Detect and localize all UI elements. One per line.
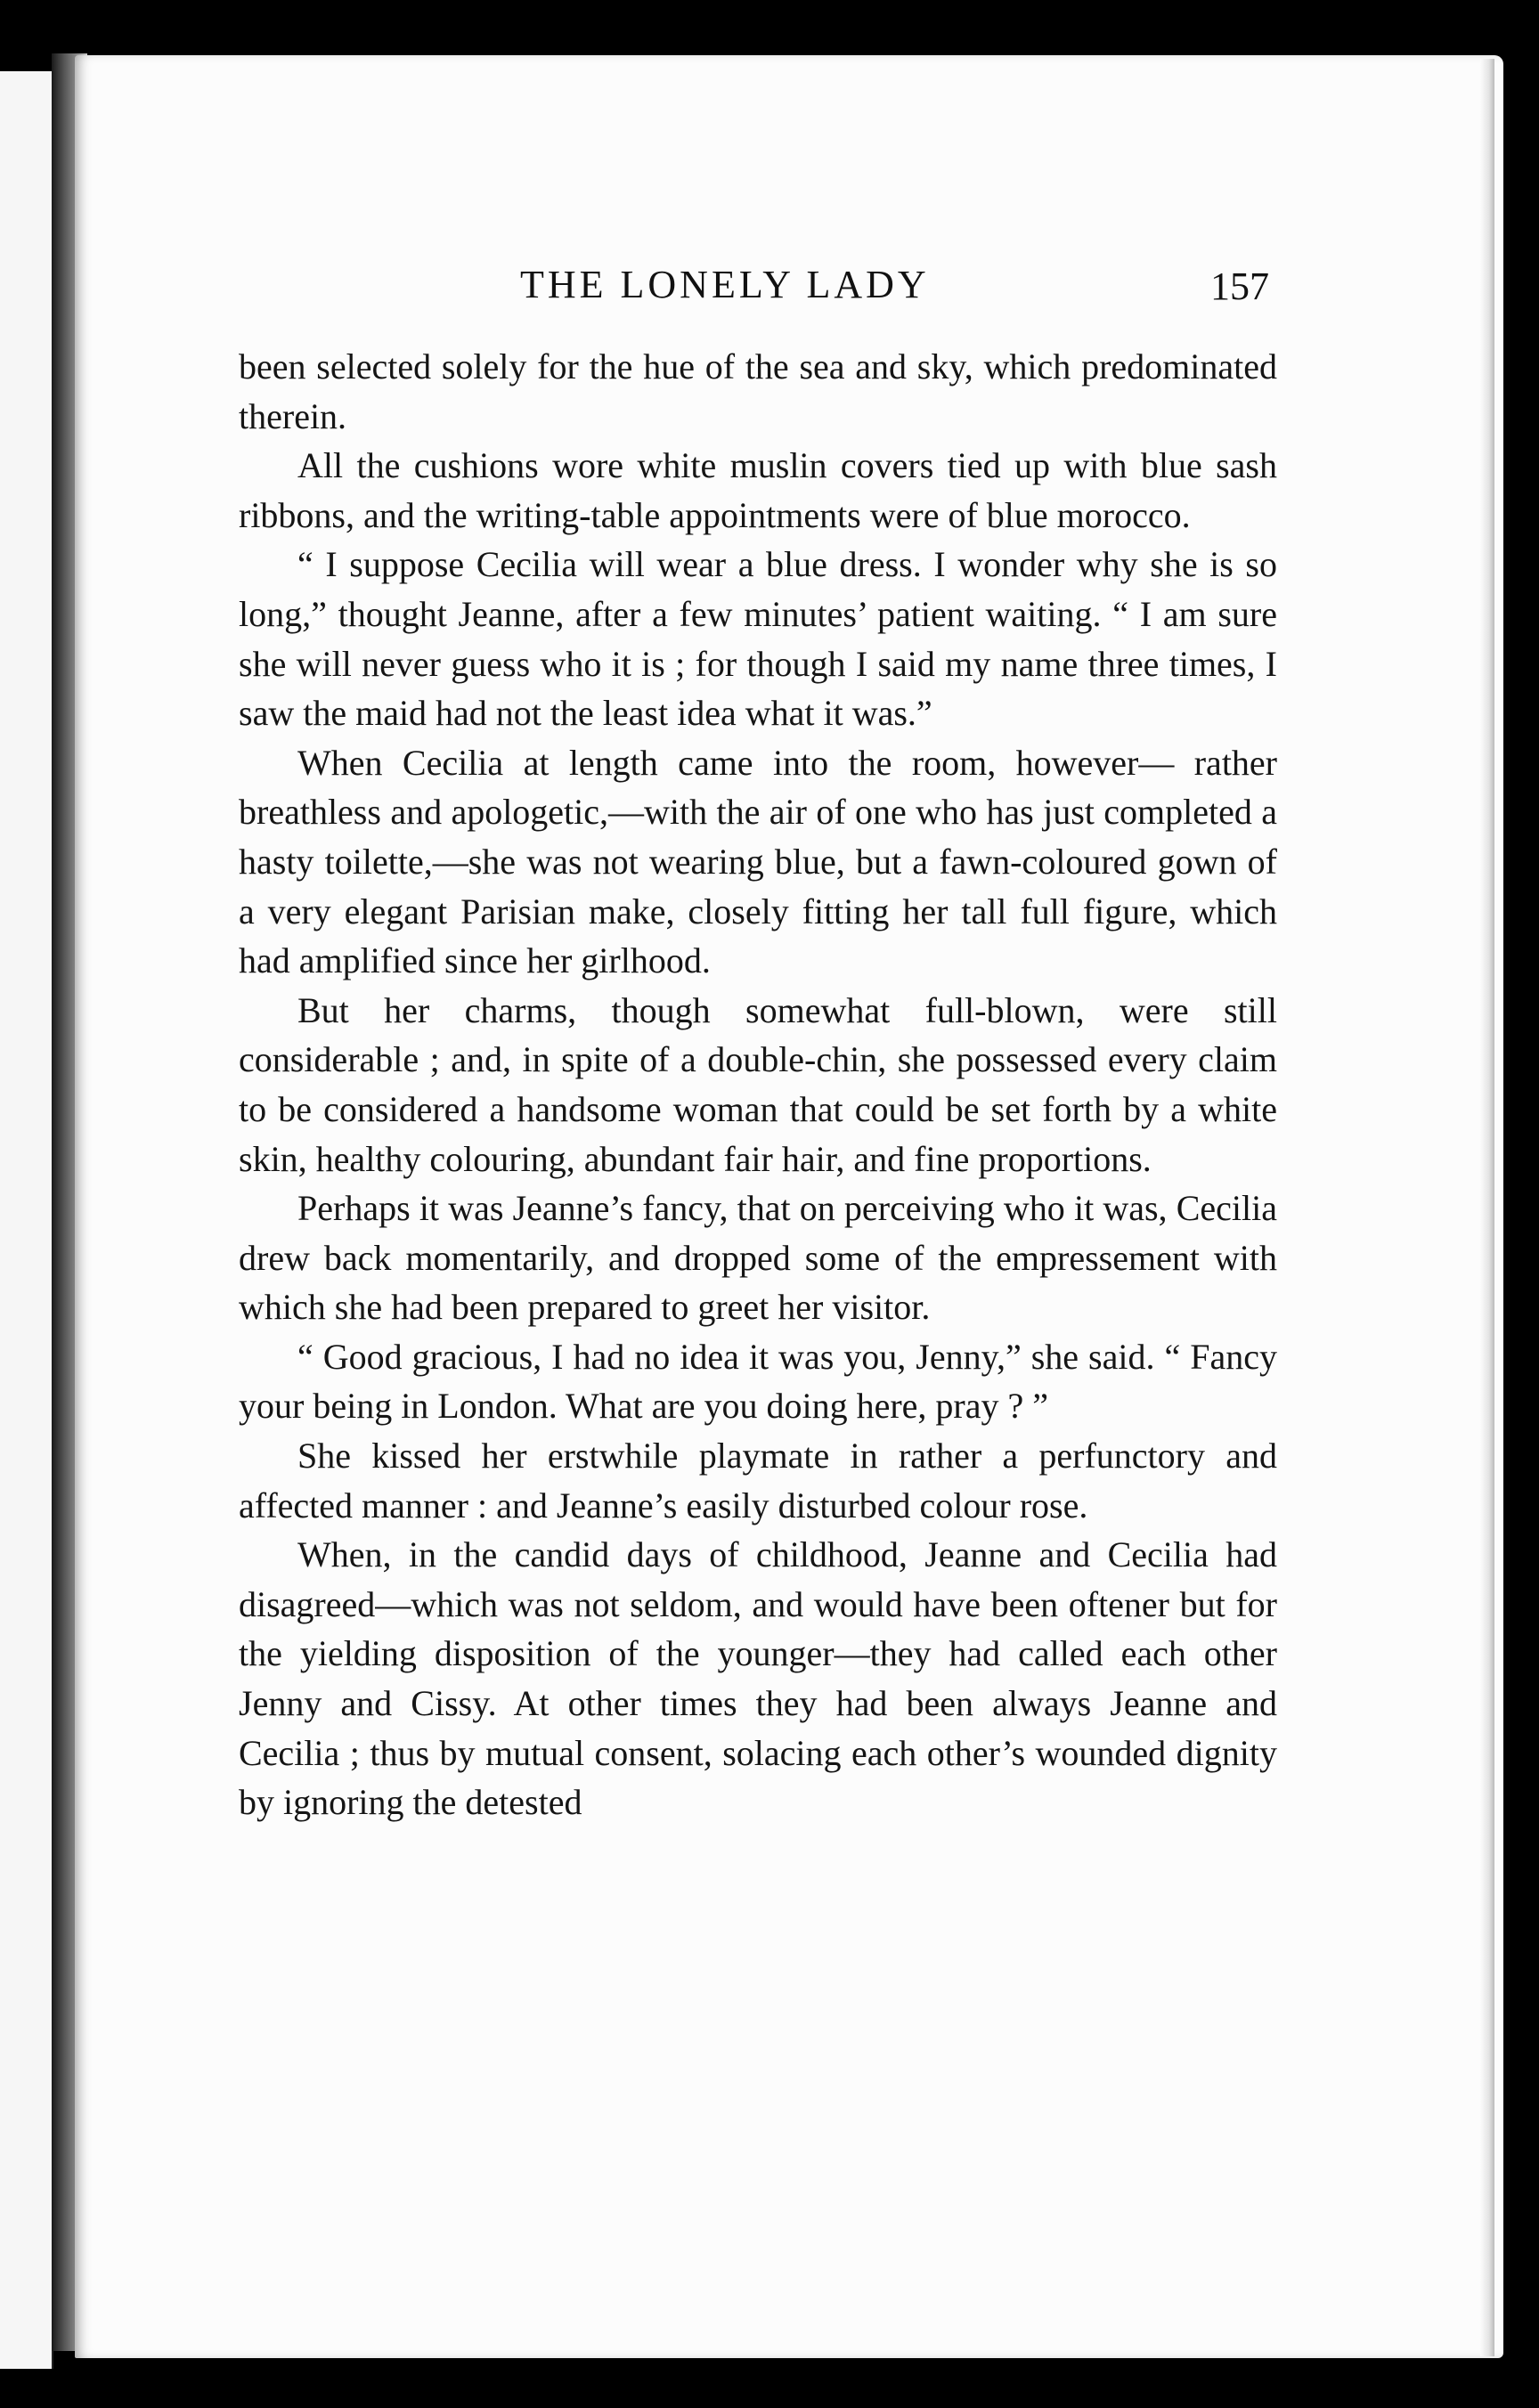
- paragraph: All the cushions wore white muslin covers tied up with blue sash ribbons, and the writing-table appointments were of blue morocco.: [239, 445, 1277, 535]
- paragraph: But her charms, though somewhat full-blown, were still considerable ; and, in spite of a double-chin, she possessed every claim to be considered a handsome woman that could be set forth by a white skin, healthy colouring, abundant fair hair, and fine proportions.: [239, 989, 1277, 1179]
- previous-page-edge: [0, 71, 53, 2369]
- page-header: [75, 262, 1503, 315]
- book-page: [75, 55, 1503, 2358]
- body-text: [239, 342, 1277, 1827]
- paragraph: When, in the candid days of childhood, Jeanne and Cecilia had disagreed—which was not seldom, and would have been oftener but for the yielding disposition of the younger—they had called each other Jenny and Cissy. At other times they had been always Jeanne and Cecilia ; thus by mutual consent, solacing each other’s wounded dignity by ignoring the detested: [239, 1534, 1277, 1823]
- paragraph: been selected solely for the hue of the sea and sky, which predominated therein.: [239, 346, 1277, 436]
- page-number: 157: [1210, 264, 1269, 308]
- paragraph: When Cecilia at length came into the room, however— rather breathless and apologetic,—with the air of one who has just completed a hasty toilette,—she was not wearing blue, but a fawn-coloured gown of a very elegant Parisian make, closely fitting her tall full figure, which had amplified since her girlhood.: [239, 742, 1277, 981]
- paragraph: “ I suppose Cecilia will wear a blue dress. I wonder why she is so long,” thought Jeanne, after a few minutes’ patient waiting. “ I am sure she will never guess who it is ; for though I said my name three times, I saw the maid had not the least idea what it was.”: [239, 544, 1277, 734]
- paragraph: Perhaps it was Jeanne’s fancy, that on perceiving who it was, Cecilia drew back momentarily, and dropped some of the empressement with which she had been prepared to greet her visitor.: [239, 1188, 1277, 1328]
- paragraph: She kissed her erstwhile playmate in rather a perfunctory and affected manner : and Jeanne’s easily disturbed colour rose.: [239, 1436, 1277, 1525]
- page-edge-shadow: [1480, 59, 1494, 2356]
- paragraph: “ Good gracious, I had no idea it was you, Jenny,” she said. “ Fancy your being in London. What are you doing here, pray ? ”: [239, 1336, 1277, 1427]
- running-title: THE LONELY LADY: [520, 263, 930, 306]
